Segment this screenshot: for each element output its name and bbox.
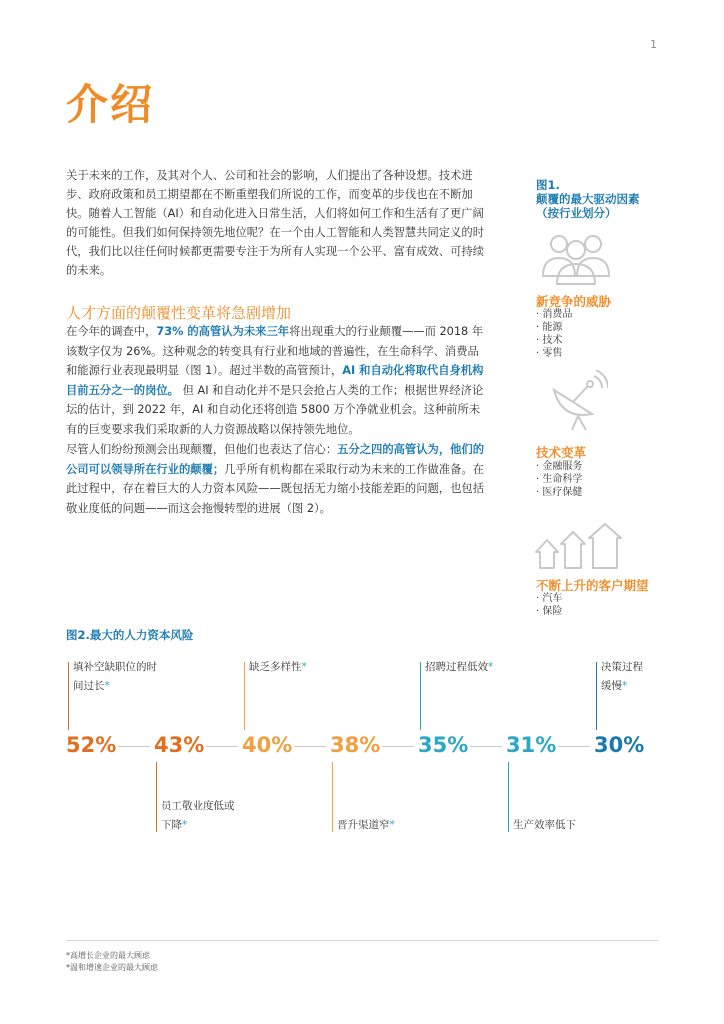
p2-text: 尽管人们纷纷预测会出现颠覆，但他们也表达了信心：: [66, 443, 338, 456]
figure1-label: 图1.: [536, 178, 560, 192]
page-number: 1: [650, 38, 657, 51]
p2-text: 几乎所有机构都在采取行动为未来的工作做准备。在此过程中，存在着巨大的人力资本风险——既包括无力缩小技能差距的问题，也包括敬业度低的问题——而这会拖慢转型的进展（图 2）。: [66, 462, 485, 515]
risk-percentage: 31%: [506, 733, 557, 757]
figure1-title: 颠覆的最大驱动因素: [536, 192, 640, 206]
footnote-marker: *: [182, 819, 188, 831]
satellite-dish-icon: [548, 370, 608, 432]
intro-paragraph: 关于未来的工作，及其对个人、公司和社会的影响，人们提出了各种设想。技术进步、政府政策和员工期望都在不断重塑我们所说的工作，而变革的步伐也在不断加快。随着人工智能（AI）和自动化进入日常生活，人们将如何工作和生活有了更广阔的可能性。但我们如何保持领先地位呢？在一个由人工智能和人类智慧共同定义的时代，我们比以往任何时候都更需要专注于为所有人实现一个公平、富有成效、可持续的未来。: [66, 169, 484, 277]
risk-percentage: 43%: [154, 733, 205, 757]
p2-highlight: 五分之四的高管认为，他们的公司可以领导所在行业的颠覆；: [66, 443, 485, 476]
risk-label-line: 填补空缺职位的时: [73, 661, 157, 673]
footnote-marker: *: [301, 661, 307, 673]
footnote-marker: *: [488, 661, 494, 673]
risk-label: [161, 797, 235, 835]
risk-label-line: [249, 658, 307, 677]
risk-label-text: 缺乏多样性: [249, 661, 302, 673]
risk-label: [425, 658, 493, 677]
footnote-marker: *: [389, 819, 395, 831]
risk-label-line: [73, 677, 157, 696]
risk-leader-line: [596, 662, 597, 730]
risk-label-line: 员工敬业度低或: [161, 800, 235, 812]
figure1-category-name: 不断上升的客户期望: [536, 578, 649, 593]
connector-line: [206, 746, 238, 747]
connector-line: [294, 746, 326, 747]
list-item: · 技术: [536, 334, 572, 347]
rising-arrows-icon: [535, 522, 623, 570]
risk-label-text: 间过长: [73, 680, 105, 692]
list-item: · 金融服务: [536, 460, 582, 473]
risk-label: [513, 816, 576, 835]
p1-text: 但 AI 和自动化并不是只会抢占人类的工作；根据世界经济论坛的估计，到 2022 年，AI 和自动化还将创造 5800 万个净就业机会。这种前所未有的巨变要求我们采取新的人力资源战略以保持领先地位。: [66, 383, 484, 436]
risk-leader-line: [332, 762, 333, 832]
risk-label: [73, 658, 157, 696]
figure1-category-list: [536, 460, 582, 499]
figure1-category-list: [536, 308, 572, 360]
footnote-divider: [66, 940, 658, 941]
risk-percentage: 40%: [242, 733, 293, 757]
list-item: · 消费品: [536, 308, 572, 321]
figure1-category-list: [536, 592, 562, 618]
risk-leader-line: [420, 662, 421, 730]
section-title: 人才方面的颠覆性变革将急剧增加: [66, 304, 292, 322]
list-item: · 生命科学: [536, 473, 582, 486]
risk-leader-line: [68, 662, 69, 730]
risk-label-text: 缓慢: [601, 680, 622, 692]
figure1-category-name: 新竞争的威胁: [536, 294, 612, 309]
footnote-marker: *: [622, 680, 628, 692]
risk-percentage: 52%: [66, 733, 117, 757]
risk-label: [337, 816, 395, 835]
page-title: 介绍: [66, 80, 155, 129]
risk-percentage: 35%: [418, 733, 469, 757]
risk-label-text: 晋升渠道窄: [337, 819, 390, 831]
risk-label-line: [425, 658, 493, 677]
risk-leader-line: [508, 762, 509, 832]
figure1-subtitle: （按行业划分）: [536, 206, 617, 220]
people-icon: [537, 228, 617, 288]
risk-percentage: 38%: [330, 733, 381, 757]
footnote: *温和增速企业的最大顾虑: [66, 963, 158, 972]
risk-label-text: 下降: [161, 819, 182, 831]
list-item: · 汽车: [536, 592, 562, 605]
p1-highlight-2: AI 和自动化将取代自身机构目前五分之一的岗位。: [66, 364, 484, 397]
list-item: · 保险: [536, 605, 562, 618]
p1-text: 在今年的调查中，: [66, 325, 157, 338]
connector-line: [118, 746, 150, 747]
section-paragraph-1: [66, 322, 486, 439]
p1-highlight-1: 73% 的高管认为未来三年: [156, 325, 290, 338]
connector-line: [382, 746, 414, 747]
risk-label-text: 生产效率低下: [513, 819, 576, 831]
list-item: · 能源: [536, 321, 572, 334]
figure1-header: [536, 178, 640, 220]
risk-percentage: 30%: [594, 733, 645, 757]
figure2-title: 图2.最大的人力资本风险: [66, 628, 194, 642]
connector-line: [470, 746, 502, 747]
risk-label-line: [601, 677, 643, 696]
list-item: · 医疗保健: [536, 486, 582, 499]
connector-line: [558, 746, 590, 747]
figure1-category-name: 技术变革: [536, 445, 587, 460]
risk-label-text: 招聘过程低效: [425, 661, 488, 673]
p1-text: 将出现重大的行业颠覆——而 2018 年该数字仅为 26%。这种观念的转变具有行业和地域的普遍性，在生命科学、消费品和能源行业表现最明显（图 1）。超过半数的高管预计，: [66, 325, 484, 377]
list-item: · 零售: [536, 347, 572, 360]
risk-leader-line: [244, 662, 245, 730]
risk-label-line: [337, 816, 395, 835]
footnote-marker: *: [104, 680, 110, 692]
risk-label-line: 决策过程: [601, 661, 643, 673]
risk-label: [249, 658, 307, 677]
risk-leader-line: [156, 762, 157, 832]
footnote: *高增长企业的最大顾虑: [66, 951, 150, 960]
risk-label-line: [161, 816, 235, 835]
section-paragraph-2: [66, 440, 486, 518]
risk-label: [601, 658, 643, 696]
risk-label-line: [513, 816, 576, 835]
